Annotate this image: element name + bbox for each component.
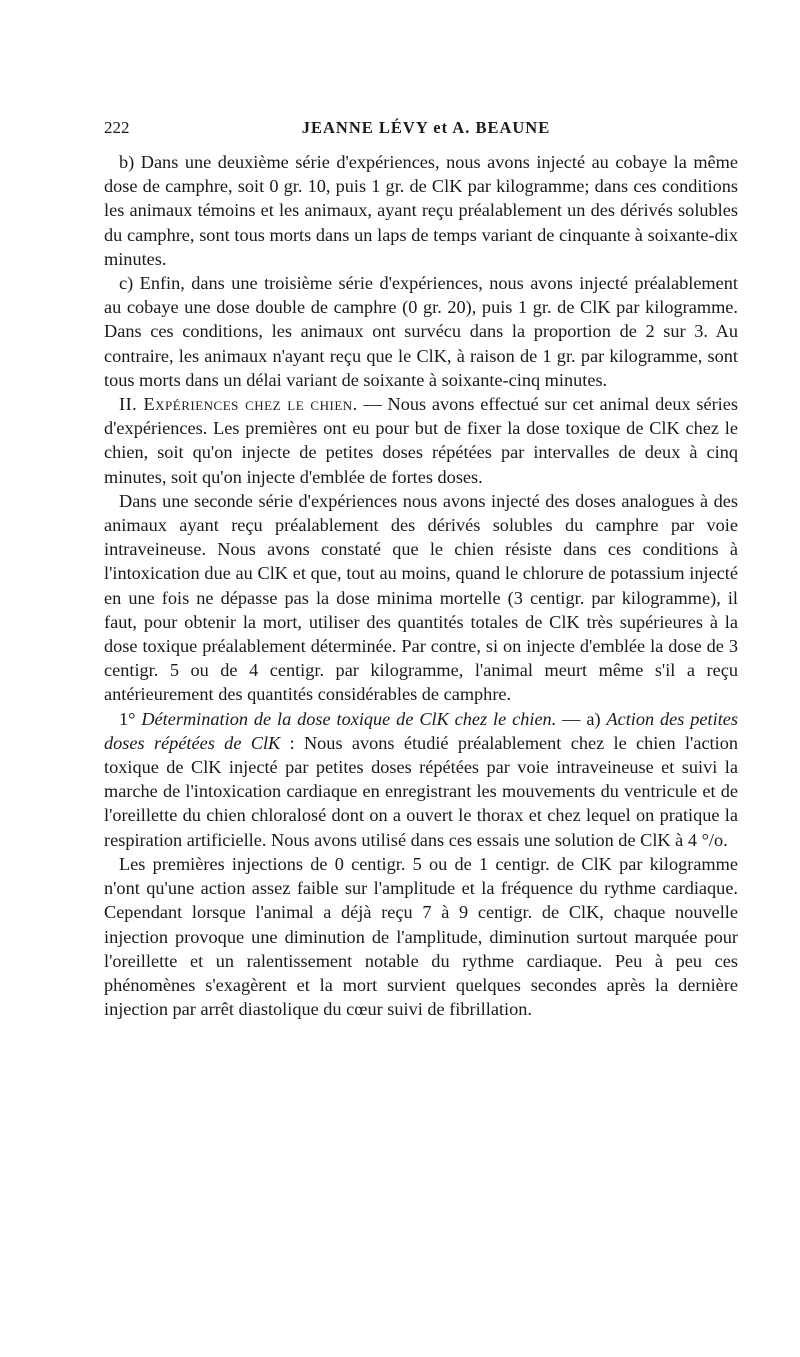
subsection-subtitle: Action des petites doses répétées de ClK	[104, 708, 739, 753]
paragraph-section-ii	[104, 392, 738, 489]
page-number: 222	[104, 118, 130, 137]
paragraph-b: b) Dans une deuxième série d'expériences, nous avons injecté au cobaye la même dose de camphre, soit 0 gr. 10, puis 1 gr. de ClK par kilogramme; dans ces conditions les animaux témoins et les animaux, ayant reçu préalablement un des dérivés solubles du camphre, sont tous morts dans un laps de temps variant de cinquante à soixante-dix minutes.	[104, 152, 738, 269]
subsection-dash: — a)	[556, 708, 601, 729]
body-text	[104, 150, 738, 1021]
section-ii-text: — Nous avons effectué sur cet animal deux séries d'expériences. Les premières ont eu pour but de fixer la dose toxique de ClK chez le chien, soit qu'on injecte de petites doses répétées par intervalles de deux à cinq minutes, soit qu'on injecte d'emblée de fortes doses.	[104, 394, 738, 487]
subsection-text: : Nous avons étudié préalablement chez le chien l'action toxique de ClK injecté par petites doses répétées par voie intraveineuse et suivi la marche de l'intoxication cardiaque en enregistrant les mouvements du ventricule et de l'oreillette du chien chloralosé dont on a ouvert le thorax et chez lequel on pratique la respiration artificielle. Nous avons utilisé dans ces essais une solution de ClK à 4 °/o.	[104, 732, 738, 850]
page-header	[104, 118, 738, 148]
section-heading: II. Expériences chez le chien.	[119, 394, 358, 415]
paragraph-c: c) Enfin, dans une troisième série d'expériences, nous avons injecté préalablement au cobaye une dose double de camphre (0 gr. 20), puis 1 gr. de ClK par kilogramme. Dans ces conditions, les animaux ont survécu dans la proportion de 2 sur 3. Au contraire, les animaux n'ayant reçu que le ClK, à raison de 1 gr. par kilogramme, sont tous morts dans un délai variant de soixante à soixante-cinq minutes.	[104, 273, 738, 390]
subsection-title: Détermination de la dose toxique de ClK chez le chien.	[141, 708, 557, 729]
paragraph-subsection-1	[104, 707, 738, 852]
running-head: JEANNE LÉVY et A. BEAUNE	[301, 118, 551, 137]
paragraph-first-injections: Les premières injections de 0 centigr. 5 ou de 1 centigr. de ClK par kilogramme n'ont qu'une action assez faible sur l'amplitude et la fréquence du rythme cardiaque. Cependant lorsque l'animal a déjà reçu 7 à 9 centigr. de ClK, chaque nouvelle injection provoque une diminution de l'amplitude, diminution surtout marquée pour l'oreillette et un ralentissement notable du rythme cardiaque. Peu à peu ces phénomènes s'exagèrent et la mort survient quelques secondes après la dernière injection par arrêt diastolique du cœur suivi de fibrillation.	[104, 853, 738, 1020]
subsection-number: 1°	[119, 708, 136, 729]
paragraph-second-series: Dans une seconde série d'expériences nous avons injecté des doses analogues à des animaux ayant reçu préalablement des dérivés solubles du camphre par voie intraveineuse. Nous avons constaté que le chien résiste dans ces conditions à l'intoxication due au ClK et que, tout au moins, quand le chlorure de potassium injecté en une fois ne dépasse pas la dose minima mortelle (3 centigr. par kilogramme), il faut, pour obtenir la mort, utiliser des quantités totales de ClK très supérieures à la dose toxique préalablement déterminée. Par contre, si on injecte d'emblée la dose de 3 centigr. 5 ou de 4 centigr. par kilogramme, l'animal meurt même s'il a reçu antérieurement des quantités considérables de camphre.	[104, 490, 738, 705]
